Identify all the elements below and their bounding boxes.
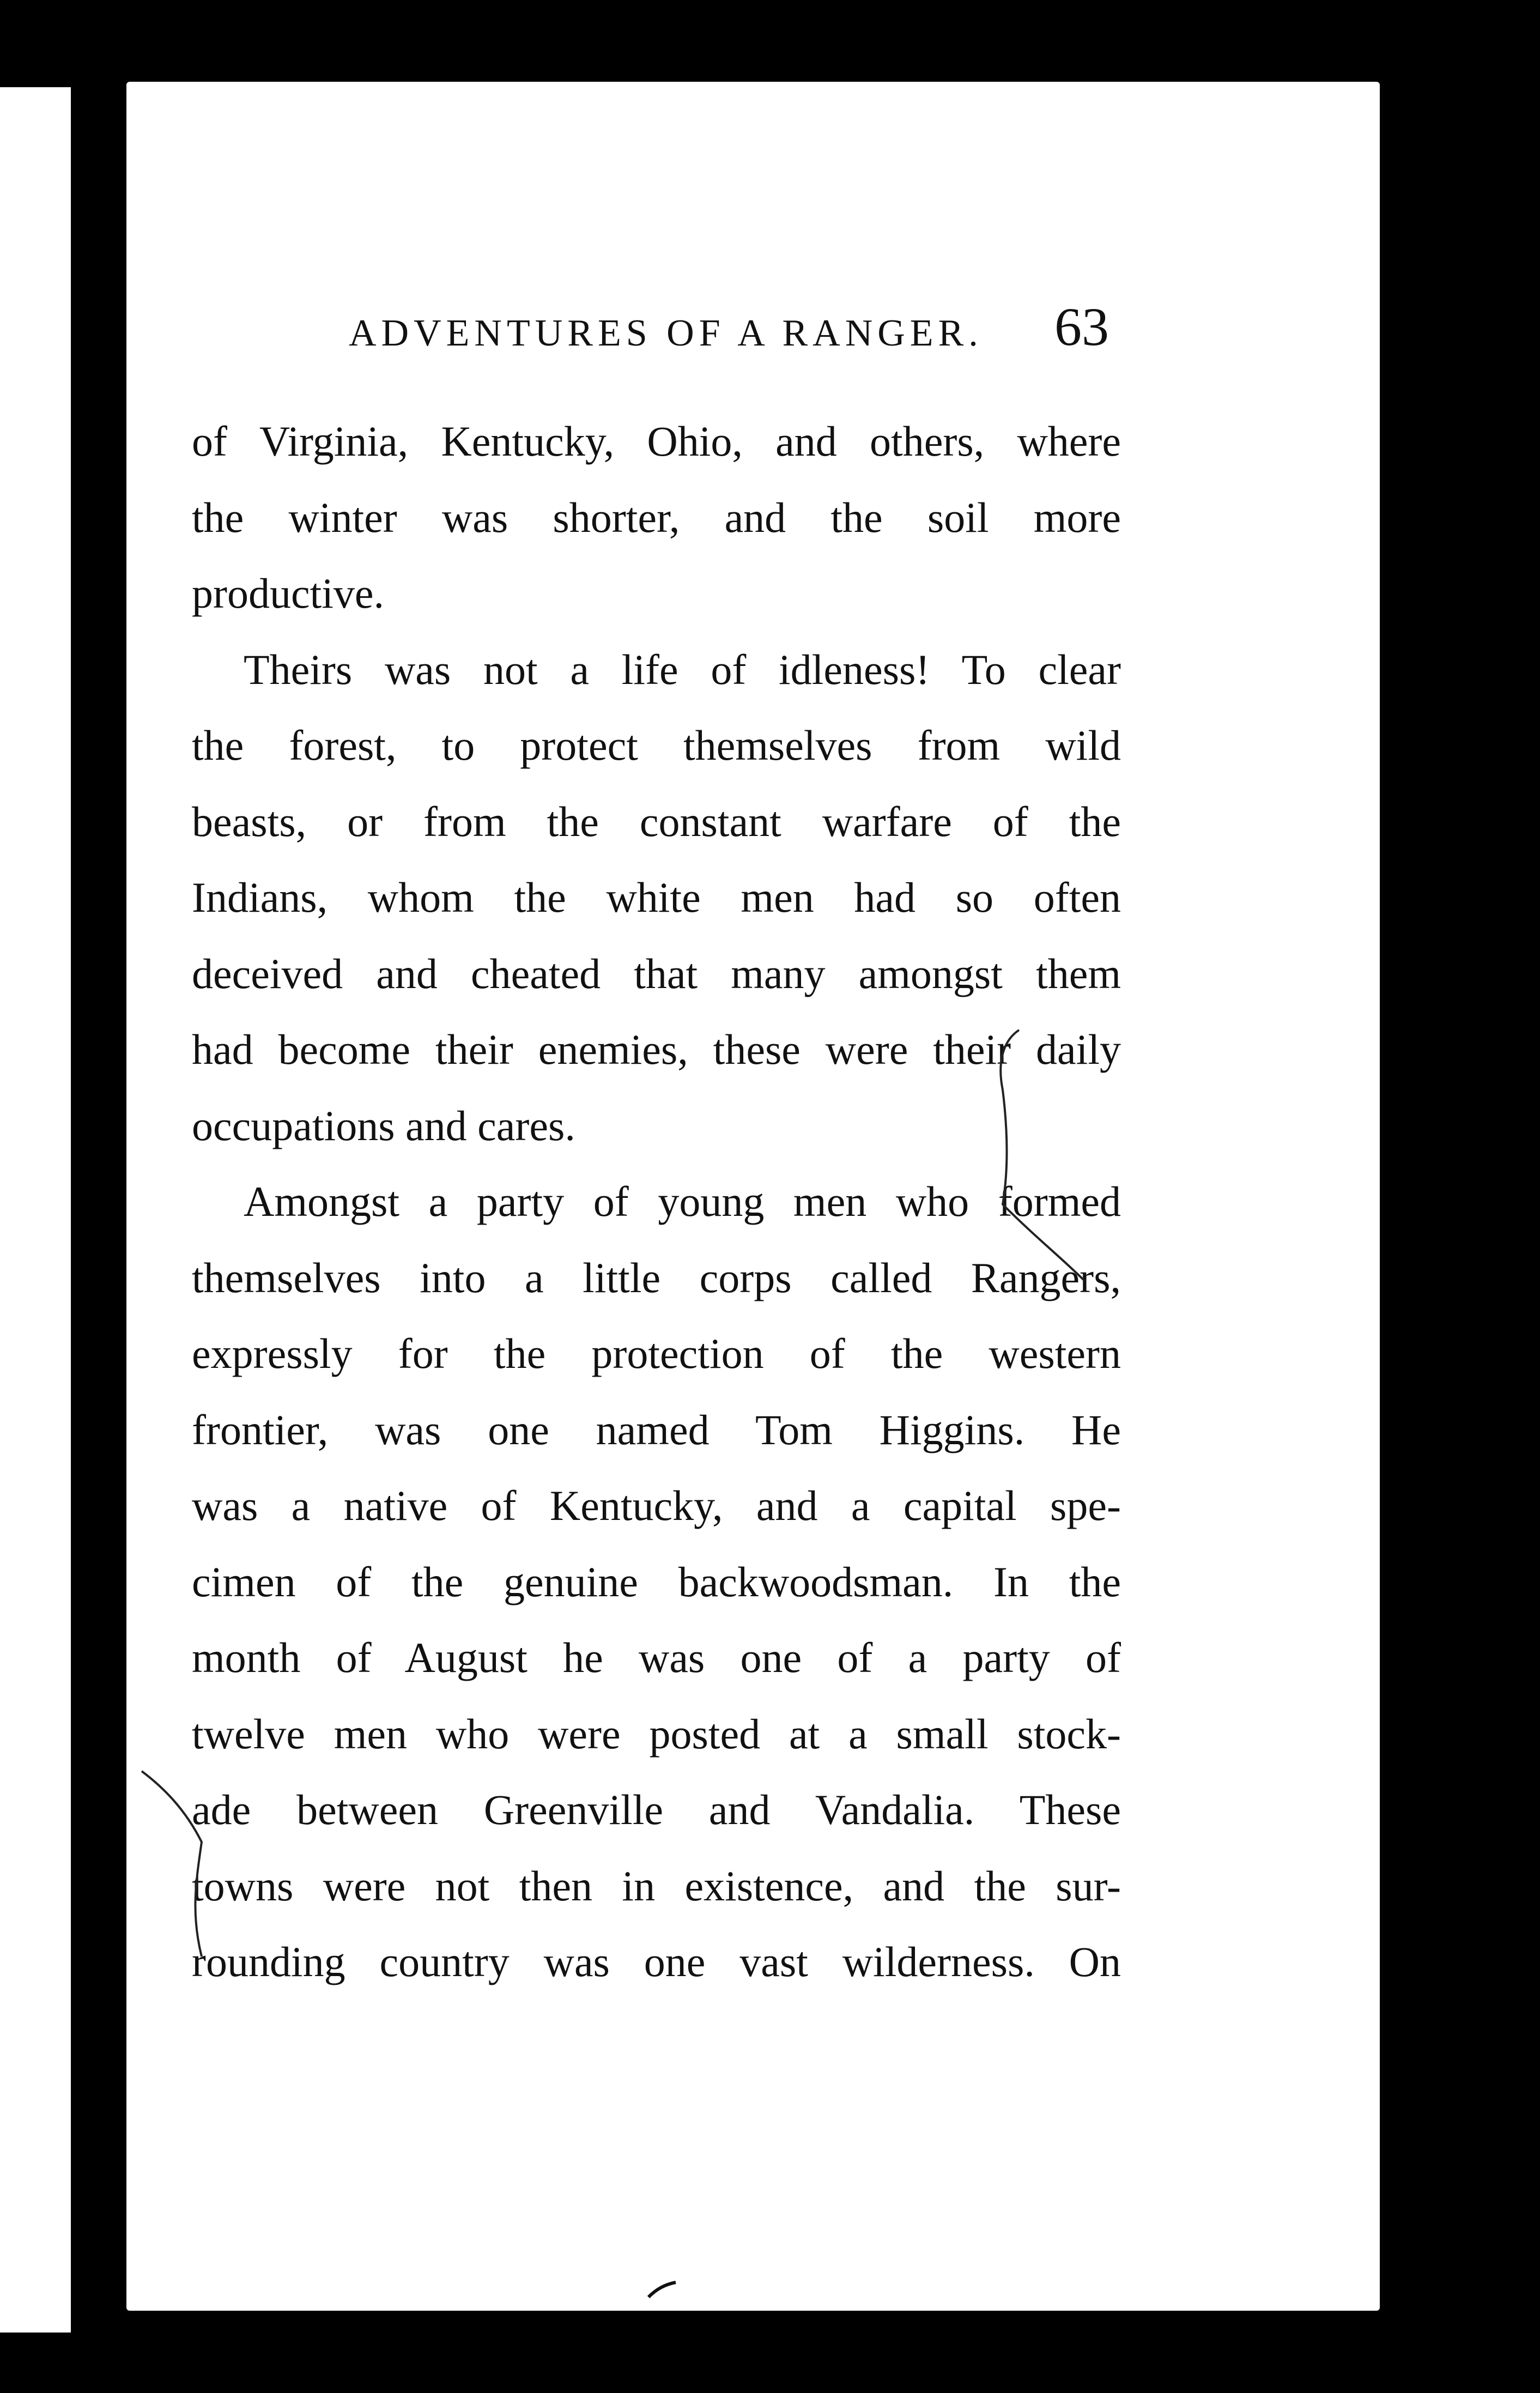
pencil-bracket-mark <box>131 1760 240 1978</box>
text-line: occupations and cares. <box>192 1101 575 1149</box>
text-line: the winter was shorter, and the soil more <box>192 493 1121 541</box>
text-line: of Virginia, Kentucky, Ohio, and others, where <box>192 417 1121 465</box>
text-line: Indians, whom the white men had so often <box>192 874 1121 921</box>
text-line: themselves into a little corps called Rangers, <box>192 1253 1121 1301</box>
text-line: had become their enemies, these were their daily <box>192 1026 1121 1073</box>
adjacent-page-edge <box>0 87 71 2333</box>
text-line: twelve men who were posted at a small stock- <box>192 1710 1121 1758</box>
text-line: expressly for the protection of the western <box>192 1330 1121 1377</box>
text-line: the forest, to protect themselves from wild <box>192 722 1121 769</box>
page-number: 63 <box>1054 296 1109 357</box>
running-title: ADVENTURES OF A RANGER. <box>349 312 983 354</box>
text-line: towns were not then in existence, and the sur- <box>192 1862 1121 1910</box>
text-line: ade between Greenville and Vandalia. These <box>192 1786 1121 1833</box>
page-header <box>349 296 1109 376</box>
text-line: cimen of the genuine backwoodsman. In the <box>192 1558 1121 1606</box>
text-line: frontier, was one named Tom Higgins. He <box>192 1405 1121 1453</box>
text-line: Amongst a party of young men who formed <box>244 1178 1121 1225</box>
text-line: Theirs was not a life of idleness! To clear <box>244 645 1121 693</box>
text-line: rounding country was one vast wilderness. On <box>192 1938 1121 1985</box>
text-line: productive. <box>192 570 385 617</box>
text-line: was a native of Kentucky, and a capital spe- <box>192 1482 1121 1529</box>
text-line: month of August he was one of a party of <box>192 1634 1121 1681</box>
text-line: deceived and cheated that many amongst them <box>192 949 1121 997</box>
pencil-bracket-mark <box>970 1008 1144 1313</box>
ink-speck-mark <box>646 2278 678 2300</box>
text-line: beasts, or from the constant warfare of the <box>192 797 1121 845</box>
